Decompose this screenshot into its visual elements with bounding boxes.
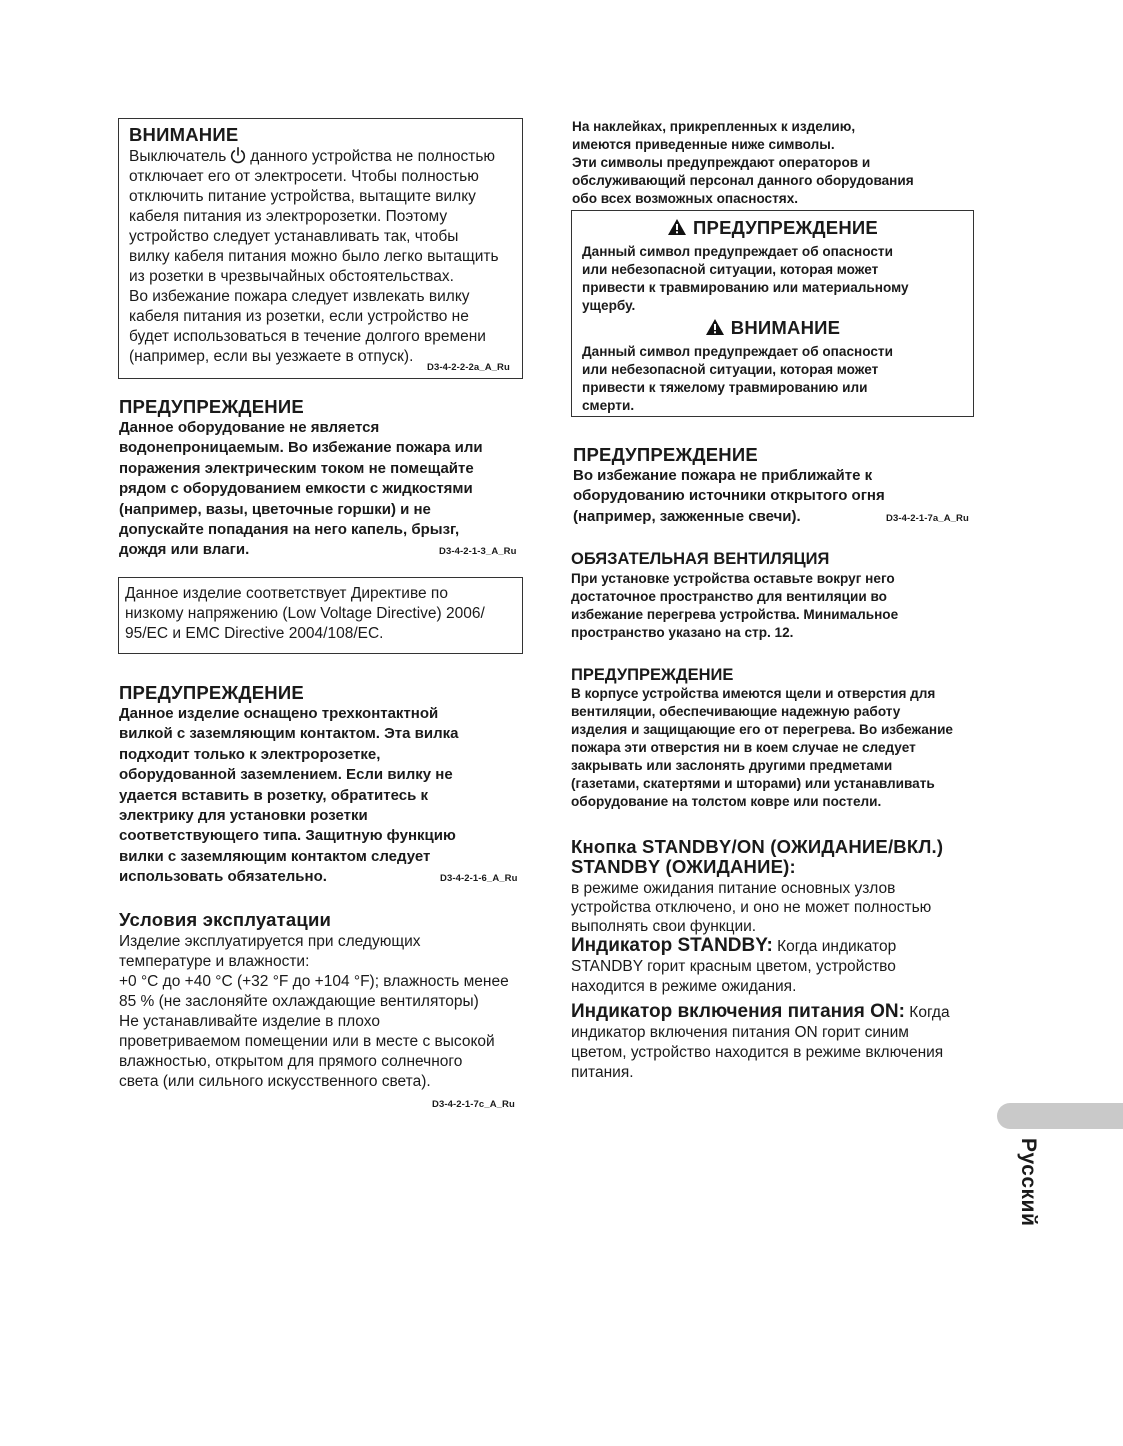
directive-line: 95/EC и EMC Directive 2004/108/EC.	[125, 625, 384, 642]
symbol-caution-line: смерти.	[582, 398, 635, 413]
caution-line: Во избежание пожара следует извлекать вилку	[129, 288, 470, 305]
indicator-standby-label: Индикатор STANDBY:	[571, 935, 773, 956]
caution-line-1: Выключатель данного устройства не полностью	[129, 148, 496, 165]
indicator-standby-intro: Когда индикатор	[772, 938, 897, 955]
symbol-warning-line: привести к травмированию или материальному	[582, 280, 909, 295]
symbols-intro	[572, 118, 982, 208]
warning-plug-title: ПРЕДУПРЕЖДЕНИЕ	[119, 682, 304, 703]
warning-vents-line: пожара эти отверстия ни в коем случае не следует	[571, 740, 916, 755]
warning-plug-line: удается вставить в розетку, обратитесь к	[119, 786, 428, 804]
intro-line: На наклейках, прикрепленных к изделию,	[572, 119, 856, 134]
warning-fire-line-last: (например, зажженные свечи).	[573, 507, 801, 525]
symbol-caution-text	[582, 343, 967, 415]
caution-text	[129, 146, 521, 367]
warning-vents-text	[571, 685, 1001, 811]
ventilation-line: При установке устройства оставьте вокруг него	[571, 571, 895, 586]
operating-title: Условия эксплуатации	[119, 909, 332, 930]
warning-vents-line: В корпусе устройства имеются щели и отверстия для	[571, 686, 936, 701]
intro-line: обо всех возможных опасностях.	[572, 191, 799, 206]
caution-triangle-icon	[705, 318, 725, 336]
symbol-warning-title: ПРЕДУПРЕЖДЕНИЕ	[693, 217, 878, 238]
warning-vents-line: оборудование на толстом ковре или постели.	[571, 794, 882, 809]
warning-plug-text	[119, 704, 529, 888]
symbol-warning-text	[582, 243, 967, 315]
warning-plug-line: оборудованной заземлением. Если вилку не	[119, 766, 453, 784]
warning-fire-line: оборудованию источники открытого огня	[573, 487, 885, 505]
warning-water-doc-code: D3-4-2-1-3_A_Ru	[439, 546, 517, 557]
warning-vents-line: изделия и защищающие его от перегрева. Во избежание	[571, 722, 953, 737]
operating-line: +0 °C до +40 °C (+32 °F до +104 °F); влажность менее	[119, 973, 509, 990]
power-icon	[228, 146, 248, 164]
caution-title: ВНИМАНИЕ	[129, 124, 239, 145]
symbol-caution-title: ВНИМАНИЕ	[730, 317, 841, 338]
warning-water-line: допускайте попадания на него капель, брызг,	[119, 521, 460, 539]
operating-line: Изделие эксплуатируется при следующих	[119, 933, 421, 950]
caution-line: кабеля питания из электророзетки. Поэтому	[129, 208, 448, 225]
indicator-standby-line: находится в режиме ожидания.	[571, 978, 797, 995]
symbol-warning-line: Данный символ предупреждает об опасности	[582, 244, 893, 259]
operating-line: температуре и влажности:	[119, 953, 310, 970]
warning-plug-line: вилкой с заземляющим контактом. Эта вилка	[119, 725, 459, 743]
warning-water-line: поражения электрическим током не помещайте	[119, 459, 474, 477]
ventilation-line: пространство указано на стр. 12.	[571, 625, 794, 640]
ventilation-line: достаточное пространство для вентиляции во	[571, 589, 887, 604]
warning-fire-title: ПРЕДУПРЕЖДЕНИЕ	[573, 444, 758, 465]
warning-plug-doc-code: D3-4-2-1-6_A_Ru	[440, 873, 518, 884]
standby-line: устройства отключено, и оно не может полностью	[571, 899, 932, 916]
indicator-on-line: цветом, устройство находится в режиме включения	[571, 1044, 944, 1061]
indicator-on-line-1	[571, 1002, 991, 1023]
symbol-caution-line: или небезопасной ситуации, которая может	[582, 362, 879, 377]
caution-line: будет использоваться в течение долгого времени	[129, 328, 486, 345]
warning-plug-line: электрику для установки розетки	[119, 807, 368, 825]
symbol-warning-line: ущербу.	[582, 298, 636, 313]
warning-fire-line: Во избежание пожара не приближайте к	[573, 467, 873, 484]
warning-triangle-icon	[667, 218, 687, 236]
indicator-on-line: индикатор включения питания ON горит синим	[571, 1024, 909, 1041]
indicator-on-line: питания.	[571, 1064, 634, 1081]
standby-line: в режиме ожидания питание основных узлов	[571, 880, 896, 897]
indicator-on	[571, 1002, 991, 1083]
warning-vents-line: (газетами, скатертями и шторами) или устанавливать	[571, 776, 935, 791]
caution-line: из розетки в чрезвычайных обстоятельствах.	[129, 268, 454, 285]
warning-water-line: водонепроницаемым. Во избежание пожара или	[119, 439, 483, 457]
warning-water-line-last: дождя или влаги.	[119, 541, 250, 559]
indicator-on-label: Индикатор включения питания ON:	[571, 1001, 905, 1022]
caution-line: кабеля питания из розетки, если устройство не	[129, 308, 469, 325]
symbol-warning-line: или небезопасной ситуации, которая может	[582, 262, 879, 277]
operating-doc-code: D3-4-2-1-7c_A_Ru	[432, 1099, 515, 1110]
caution-line-last: (например, если вы уезжаете в отпуск).	[129, 348, 414, 365]
directive-line: низкому напряжению (Low Voltage Directive) 2006/	[125, 605, 485, 622]
language-label: Русский	[1017, 1138, 1040, 1227]
warning-plug-line: подходит только к электророзетке,	[119, 745, 381, 763]
warning-plug-line: соответствующего типа. Защитную функцию	[119, 827, 456, 845]
warning-vents-title: ПРЕДУПРЕЖДЕНИЕ	[571, 666, 734, 684]
warning-water-title: ПРЕДУПРЕЖДЕНИЕ	[119, 396, 304, 417]
symbol-caution-heading	[571, 317, 974, 339]
symbol-caution-line: Данный символ предупреждает об опасности	[582, 344, 893, 359]
standby-title	[571, 837, 943, 877]
standby-title-line-2: STANDBY (ОЖИДАНИЕ):	[571, 856, 796, 877]
operating-line: Не устанавливайте изделие в плохо	[119, 1013, 380, 1030]
warning-fire-doc-code: D3-4-2-1-7a_A_Ru	[886, 513, 969, 524]
indicator-standby	[571, 936, 991, 997]
operating-text	[119, 932, 544, 1092]
indicator-standby-line: STANDBY горит красным цветом, устройство	[571, 958, 896, 975]
standby-title-line-1: Кнопка STANDBY/ON (ОЖИДАНИЕ/ВКЛ.)	[571, 836, 944, 857]
warning-water-line: (например, вазы, цветочные горшки) и не	[119, 500, 431, 518]
intro-line: Эти символы предупреждают операторов и	[572, 155, 871, 170]
caution-line: устройство следует устанавливать так, чтобы	[129, 228, 459, 245]
standby-text	[571, 879, 991, 936]
warning-plug-line: вилки с заземляющим контактом следует	[119, 847, 431, 865]
standby-line: выполнять свои функции.	[571, 918, 757, 935]
warning-plug-line: Данное изделие оснащено трехконтактной	[119, 705, 439, 722]
indicator-standby-line-1	[571, 936, 991, 957]
ventilation-line: избежание перегрева устройства. Минимальное	[571, 607, 899, 622]
indicator-on-intro: Когда	[904, 1004, 950, 1021]
intro-line: имеются приведенные ниже символы.	[572, 137, 835, 152]
warning-plug-line-last: использовать обязательно.	[119, 868, 327, 886]
operating-line: света (или сильного искусственного света).	[119, 1073, 431, 1090]
symbol-warning-heading	[571, 217, 974, 239]
directive-text	[125, 584, 520, 644]
ventilation-text	[571, 570, 981, 642]
caution-line: отключить питание устройства, вытащите вилку	[129, 188, 476, 205]
operating-line: влажностью, открытом для прямого солнечного	[119, 1053, 463, 1070]
operating-line: 85 % (не заслоняйте охлаждающие вентиляторы)	[119, 993, 479, 1010]
warning-water-text	[119, 418, 529, 561]
language-tab	[997, 1103, 1123, 1129]
warning-vents-line: вентиляции, обеспечивающие надежную работу	[571, 704, 901, 719]
caution-doc-code: D3-4-2-2-2a_A_Ru	[427, 362, 510, 373]
ventilation-title: ОБЯЗАТЕЛЬНАЯ ВЕНТИЛЯЦИЯ	[571, 550, 830, 568]
caution-line: вилку кабеля питания можно было легко вытащить	[129, 248, 499, 265]
caution-line: отключает его от электросети. Чтобы полностью	[129, 168, 479, 185]
symbol-caution-line: привести к тяжелому травмированию или	[582, 380, 868, 395]
operating-line: проветриваемом помещении или в месте с высокой	[119, 1033, 495, 1050]
directive-line: Данное изделие соответствует Директиве по	[125, 585, 448, 602]
warning-water-line: Данное оборудование не является	[119, 419, 380, 436]
warning-water-line: рядом с оборудованием емкости с жидкостями	[119, 480, 473, 498]
warning-vents-line: закрывать или заслонять другими предметами	[571, 758, 893, 773]
intro-line: обслуживающий персонал данного оборудования	[572, 173, 914, 188]
